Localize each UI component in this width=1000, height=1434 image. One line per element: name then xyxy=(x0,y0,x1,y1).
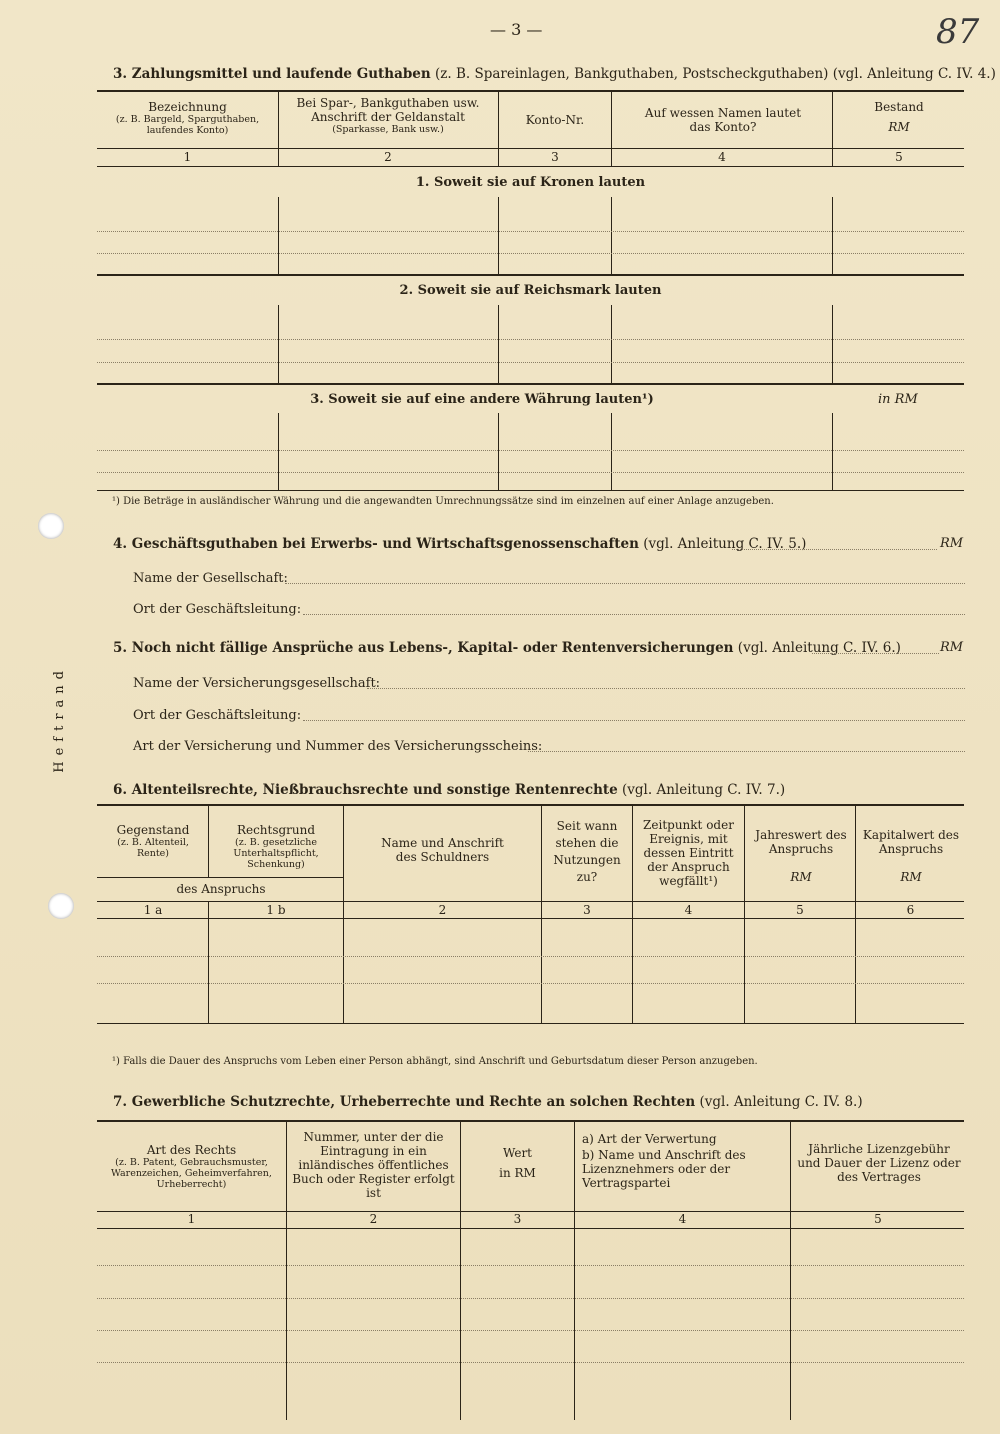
col-header-seit-wann: Seit wann stehen die Nutzungen zu? xyxy=(553,819,621,884)
col-number: 1 xyxy=(187,1212,196,1226)
section-6-title: 6. Altenteilsrechte, Nießbrauchsrechte und sonstige Rentenrechte (vgl. Anleitung C. IV. 7.) xyxy=(113,782,786,798)
label-ort-geschaeftsleitung-5: Ort der Geschäftsleitung: xyxy=(133,708,302,723)
col-number: 6 xyxy=(906,903,915,917)
input-line-name-gesellschaft[interactable] xyxy=(285,583,965,584)
col-header-gegenstand: Gegenstand (z. B. Altenteil, Rente) xyxy=(116,823,190,859)
punch-hole-bottom xyxy=(48,893,74,919)
col-number: 4 xyxy=(678,1212,687,1226)
section-5-title: 5. Noch nicht fällige Ansprüche aus Lebens-, Kapital- oder Rentenversicherungen (vgl. Anleitung C. IV. 6.) xyxy=(113,640,901,656)
binding-margin-label: Heftrand xyxy=(52,665,67,773)
col-number: 1 a xyxy=(143,903,163,917)
col-number: 5 xyxy=(874,1212,882,1226)
col-number: 3 xyxy=(551,150,559,164)
col-number: 4 xyxy=(684,903,693,917)
input-line-ort-geschaeftsleitung-5[interactable] xyxy=(303,720,965,721)
subsection-andere-waehrung: 3. Soweit sie auf eine andere Währung lauten¹) xyxy=(310,392,654,407)
col-number: 3 xyxy=(513,1212,522,1226)
label-versicherungsgesellschaft: Name der Versicherungsgesellschaft: xyxy=(133,676,381,691)
input-line-versicherungsgesellschaft[interactable] xyxy=(367,688,965,689)
col-number: 5 xyxy=(796,903,804,917)
col-header-bezeichnung: Bezeichnung (z. B. Bargeld, Sparguthaben, laufendes Konto) xyxy=(115,100,260,136)
col-header-bestand: Bestand RM xyxy=(874,100,924,134)
subsection-reichsmark: 2. Soweit sie auf Reichsmark lauten xyxy=(399,283,662,298)
col-header-geldanstalt: Bei Spar-, Bankguthaben usw. Anschrift der Geldanstalt (Sparkasse, Bank usw.) xyxy=(296,96,480,135)
col-header-name-konto: Auf wessen Namen lautet das Konto? xyxy=(644,106,802,134)
col-header-registernummer: Nummer, unter der die Eintragung in ein inländisches öffentliches Buch oder Register erfolgt ist xyxy=(292,1130,455,1200)
col-number: 1 b xyxy=(266,903,286,917)
input-line-ort-geschaeftsleitung[interactable] xyxy=(303,614,965,615)
col-number: 1 xyxy=(183,150,192,164)
col-number: 3 xyxy=(583,903,591,917)
section-4-title: 4. Geschäftsguthaben bei Erwerbs- und Wirtschaftsgenossenschaften (vgl. Anleitung C. IV. 5.) xyxy=(113,536,807,552)
section-7-title: 7. Gewerbliche Schutzrechte, Urheberrechte und Rechte an solchen Rechten (vgl. Anleitung C. IV. 8.) xyxy=(113,1094,863,1110)
label-ort-geschaeftsleitung: Ort der Geschäftsleitung: xyxy=(133,602,302,617)
col-header-schuldner: Name und Anschrift des Schuldners xyxy=(381,836,504,864)
col-header-des-anspruchs: des Anspruchs xyxy=(176,882,266,896)
section-4-unit: RM xyxy=(940,536,964,551)
unit-in-rm: in RM xyxy=(878,392,918,407)
col-header-zeitpunkt: Zeitpunkt oder Ereignis, mit dessen Eintritt der Anspruch wegfällt¹) xyxy=(643,818,734,888)
col-header-kapitalwert: Kapitalwert des Anspruchs RM xyxy=(862,828,960,884)
col-header-verwertung: a) Art der Verwertung b) Name und Anschrift des Lizenznehmers oder der Vertragspartei xyxy=(582,1132,746,1190)
col-header-wert: Wert in RM xyxy=(499,1146,536,1180)
page-number: — 3 — xyxy=(490,20,543,39)
col-number: 2 xyxy=(369,1212,378,1226)
label-name-gesellschaft: Name der Gesellschaft: xyxy=(133,571,288,586)
col-header-lizenzgebuehr: Jährliche Lizenzgebühr und Dauer der Lizenz oder des Vertrages xyxy=(797,1142,961,1184)
col-header-rechtsgrund: Rechtsgrund (z. B. gesetzliche Unterhaltspflicht, Schenkung) xyxy=(233,823,319,870)
col-number: 5 xyxy=(895,150,903,164)
input-line-versicherungsschein[interactable] xyxy=(528,751,965,752)
handwritten-page-number: 87 xyxy=(936,12,980,52)
subsection-kronen: 1. Soweit sie auf Kronen lauten xyxy=(415,175,646,190)
section-6-footnote: ¹) Falls die Dauer des Anspruchs vom Leben einer Person abhängt, sind Anschrift und Geburtsdatum dieser Person anzugeben. xyxy=(112,1056,758,1067)
col-number: 4 xyxy=(718,150,726,164)
col-header-art-des-rechts: Art des Rechts (z. B. Patent, Gebrauchsmuster, Warenzeichen, Geheimverfahren, Urheberrecht) xyxy=(111,1143,272,1190)
col-number: 2 xyxy=(438,903,447,917)
col-header-konto-nr: Konto-Nr. xyxy=(525,113,585,127)
section-3-title: 3. Zahlungsmittel und laufende Guthaben (z. B. Spareinlagen, Bankguthaben, Postscheckguthaben) (vgl. Anleitung C. IV. 4.) xyxy=(113,66,996,82)
section-5-unit: RM xyxy=(940,640,964,655)
section-3-footnote: ¹) Die Beträge in ausländischer Währung und die angewandten Umrechnungssätze sind im einzelnen auf einer Anlage anzugeben. xyxy=(112,496,774,507)
label-versicherungsschein: Art der Versicherung und Nummer des Versicherungsscheins: xyxy=(133,739,543,754)
col-header-jahreswert: Jahreswert des Anspruchs RM xyxy=(755,828,847,884)
col-number: 2 xyxy=(384,150,392,164)
punch-hole-top xyxy=(38,513,64,539)
